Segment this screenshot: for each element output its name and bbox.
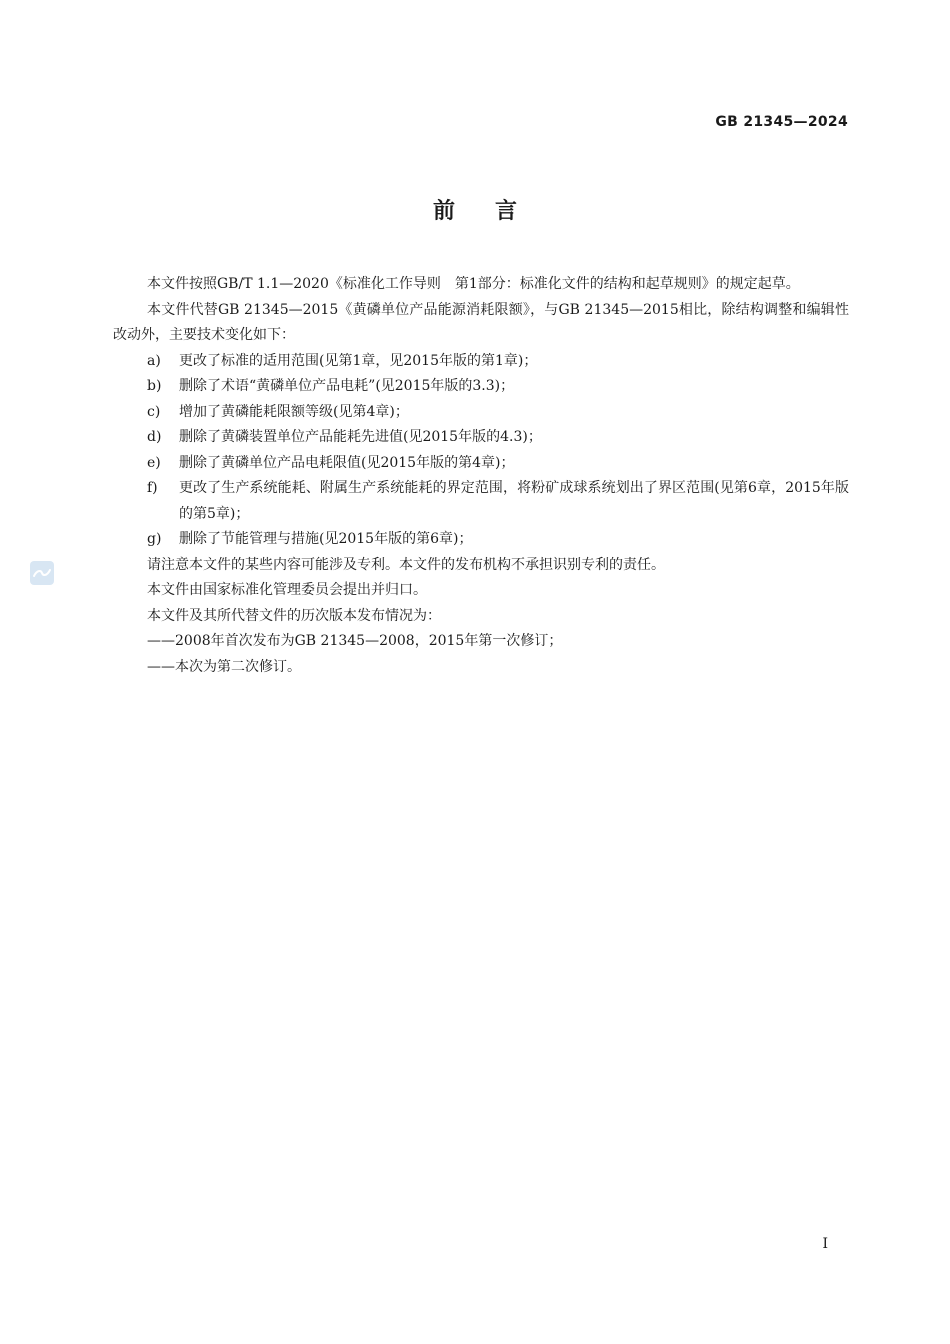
standard-code: GB 21345—2024 — [715, 114, 848, 130]
list-marker: d) — [147, 429, 162, 445]
list-text: 更改了生产系统能耗、附属生产系统能耗的界定范围，将粉矿成球系统划出了界区范围(见第6章，2015年版的第5章)； — [179, 480, 849, 522]
patent-notice: 请注意本文件的某些内容可能涉及专利。本文件的发布机构不承担识别专利的责任。 — [147, 556, 665, 573]
list-item — [113, 451, 849, 477]
history-list — [113, 629, 849, 680]
list-text: 删除了黄磷单位产品电耗限值(见2015年版的第4章)； — [179, 454, 515, 471]
list-item — [113, 476, 849, 527]
list-marker: b) — [147, 378, 162, 394]
list-item — [113, 527, 849, 553]
list-marker: g) — [147, 531, 162, 547]
list-text: 删除了黄磷装置单位产品能耗先进值(见2015年版的4.3)； — [179, 429, 542, 445]
page-number: I — [822, 1236, 828, 1252]
history-item: ——本次为第二次修订。 — [147, 658, 301, 675]
history-item: ——2008年首次发布为GB 21345—2008，2015年第一次修订； — [147, 633, 563, 649]
list-text: 删除了术语“黄磷单位产品电耗”(见2015年版的3.3)； — [179, 378, 515, 394]
list-item — [113, 349, 849, 375]
change-list — [113, 349, 849, 553]
list-marker: f) — [147, 480, 158, 496]
list-text: 删除了节能管理与措施(见2015年版的第6章)； — [179, 531, 473, 547]
list-item — [113, 425, 849, 451]
list-marker: c) — [147, 403, 161, 420]
list-marker: a) — [147, 352, 161, 369]
proposer-notice: 本文件由国家标准化管理委员会提出并归口。 — [147, 582, 427, 598]
list-marker: e) — [147, 454, 161, 471]
list-item — [113, 400, 849, 426]
foreword-content — [113, 272, 849, 680]
drafting-rule-paragraph: 本文件按照GB/T 1.1—2020《标准化工作导则 第1部分：标准化文件的结构和起草规则》的规定起草。 — [147, 276, 800, 292]
list-item — [113, 374, 849, 400]
history-intro: 本文件及其所代替文件的历次版本发布情况为： — [147, 607, 441, 624]
list-text: 更改了标准的适用范围(见第1章，见2015年版的第1章)； — [179, 352, 538, 369]
sac-watermark-logo — [30, 561, 54, 585]
list-text: 增加了黄磷能耗限额等级(见第4章)； — [179, 403, 409, 420]
replacement-paragraph: 本文件代替GB 21345—2015《黄磷单位产品能源消耗限额》，与GB 21345—2015相比，除结构调整和编辑性改动外，主要技术变化如下： — [113, 301, 849, 343]
page-title: 前言 — [432, 199, 557, 224]
